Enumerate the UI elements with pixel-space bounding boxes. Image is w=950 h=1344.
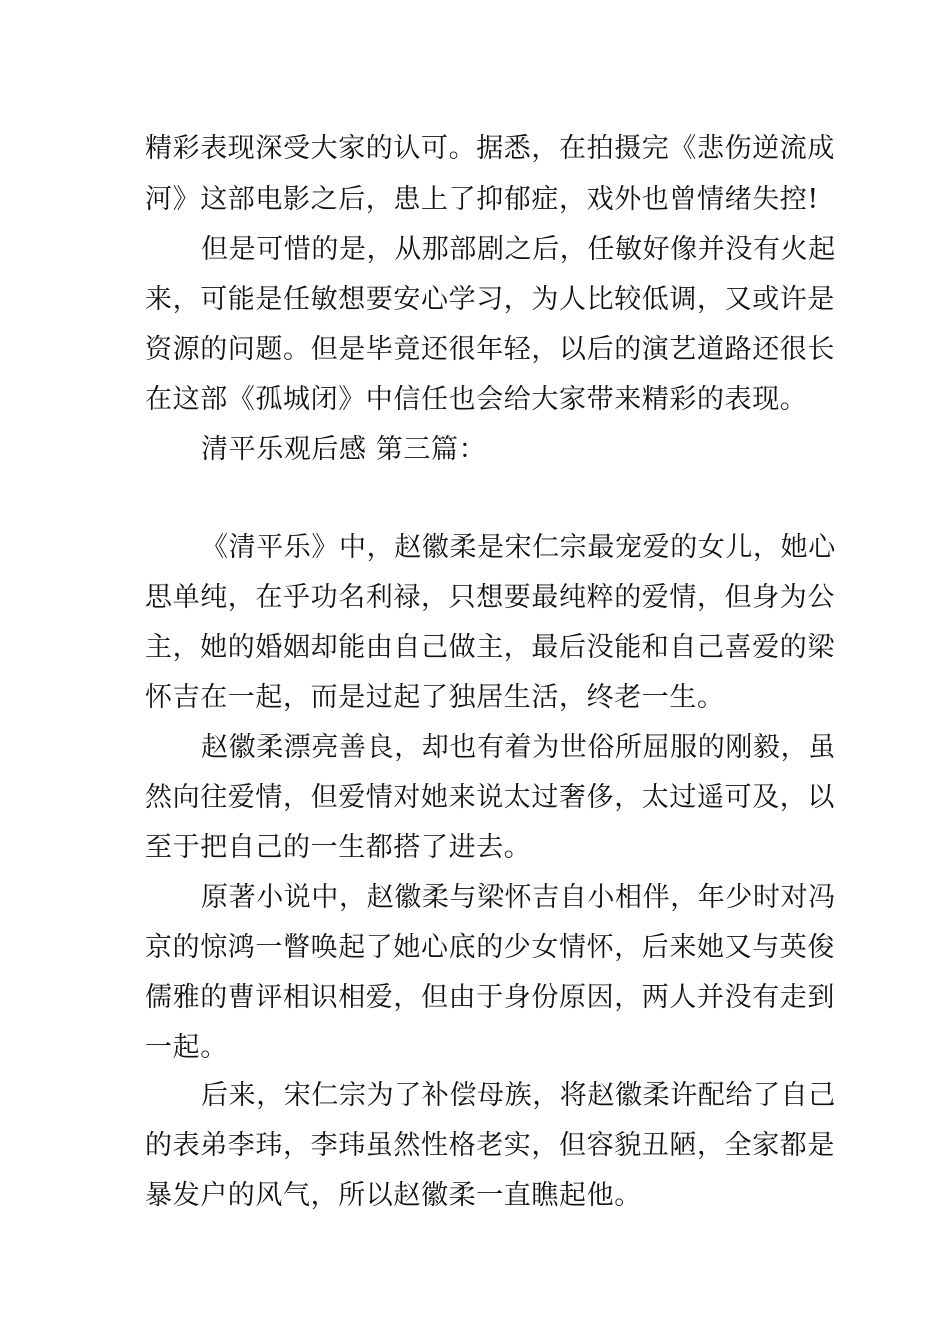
text-line: 然向往爱情，但爱情对她来说太过奢侈，太过遥可及，以 bbox=[145, 782, 835, 813]
text-line: 来，可能是任敏想要安心学习，为人比较低调，又或许是 bbox=[145, 284, 835, 315]
text-line: 在这部《孤城闭》中信任也会给大家带来精彩的表现。 bbox=[145, 384, 808, 415]
paragraph-first-line: 但是可惜的是，从那部剧之后，任敏好像并没有火起 bbox=[201, 234, 836, 265]
text-line: 资源的问题。但是毕竟还很年轻，以后的演艺道路还很长 bbox=[145, 334, 835, 365]
section-heading: 清平乐观后感 第三篇： bbox=[201, 434, 487, 465]
text-line: 河》这部电影之后，患上了抑郁症，戏外也曾情绪失控! bbox=[145, 184, 819, 215]
paragraph-first-line: 后来，宋仁宗为了补偿母族，将赵徽柔许配给了自己 bbox=[201, 1080, 836, 1111]
paragraph-first-line: 赵徽柔漂亮善良，却也有着为世俗所屈服的刚毅，虽 bbox=[201, 732, 836, 763]
text-line: 精彩表现深受大家的认可。据悉，在拍摄完《悲伤逆流成 bbox=[145, 133, 835, 164]
text-line: 至于把自己的一生都搭了进去。 bbox=[145, 832, 532, 863]
paragraph-first-line: 《清平乐》中，赵徽柔是宋仁宗最宠爱的女儿，她心 bbox=[201, 532, 836, 563]
text-line: 的表弟李玮，李玮虽然性格老实，但容貌丑陋，全家都是 bbox=[145, 1130, 835, 1161]
text-line: 思单纯，在乎功名利禄，只想要最纯粹的爱情，但身为公 bbox=[145, 582, 835, 613]
text-line: 一起。 bbox=[145, 1032, 228, 1063]
text-line: 儒雅的曹评相识相爱，但由于身份原因，两人并没有走到 bbox=[145, 982, 835, 1013]
paragraph-first-line: 原著小说中，赵徽柔与梁怀吉自小相伴，年少时对冯 bbox=[201, 882, 836, 913]
text-line: 主，她的婚姻却能由自己做主，最后没能和自己喜爱的梁 bbox=[145, 632, 835, 663]
text-line: 京的惊鸿一瞥唤起了她心底的少女情怀，后来她又与英俊 bbox=[145, 932, 835, 963]
text-line: 暴发户的风气，所以赵徽柔一直瞧起他。 bbox=[145, 1180, 642, 1211]
text-line: 怀吉在一起，而是过起了独居生活，终老一生。 bbox=[145, 682, 725, 713]
